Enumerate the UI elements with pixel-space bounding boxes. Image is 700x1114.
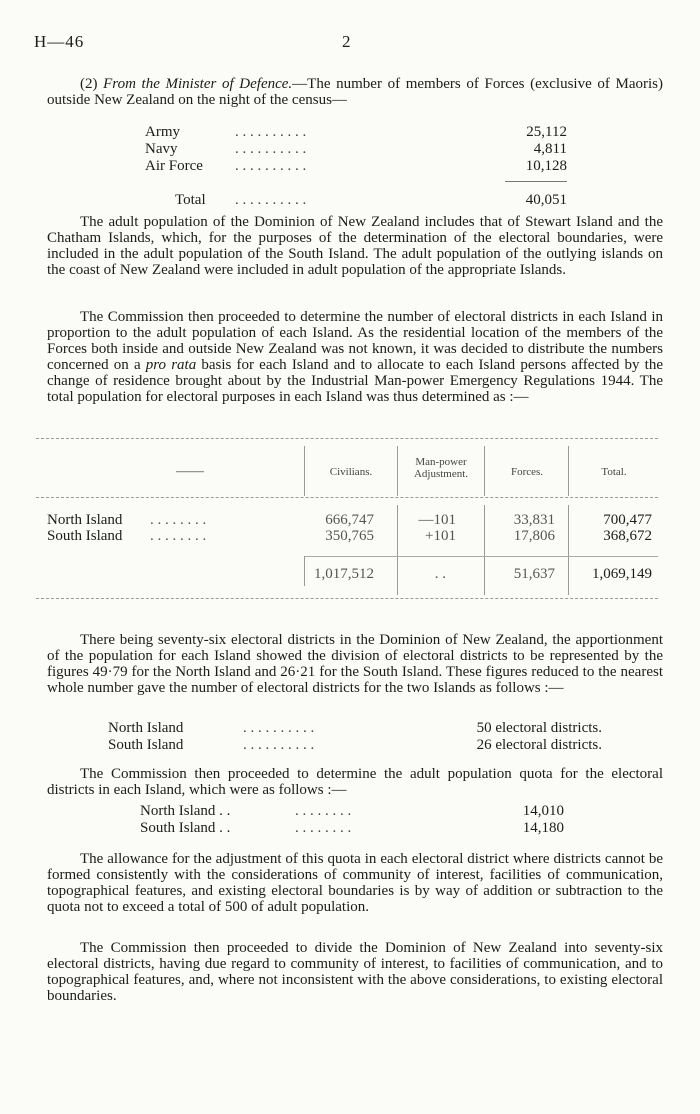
leader-dots: . . . . . . . . [150,512,207,528]
column-divider [484,505,485,595]
list-label: North Island . . [140,803,231,819]
paragraph-text: —The number of members of Forces (exclusive of Maoris) outside New Zealand on the night of the census— [47,76,663,108]
source-title: From the Minister of Defence. [103,76,293,92]
cell-civilians: 350,765 [325,528,374,544]
paragraph-defence [47,76,663,108]
column-divider [397,505,398,595]
leader-dots: . . . . . . . . . . [235,124,307,140]
header-forces: Forces. [510,466,544,478]
text-span: basis for each Island and to allocate to each Island persons affected by the change of residence brought about by the Industrial Man-power Emergency Regulations 1944. The total population for electoral purposes in each Island was thus determined as :— [47,357,663,405]
paragraph-allowance: The allowance for the adjustment of this quota in each electoral district where districts cannot be formed consistently with the considerations of community of interest, facilities of communication, topographical features, and existing electoral boundaries is by way of addition or subtraction to the quota not to exceed a total of 500 of adult population. [47,851,663,915]
leader-dots: . . . . . . . . . . [235,141,307,157]
list-value: 10,128 [525,158,567,174]
row-label: North Island [47,512,123,528]
total-total: 1,069,149 [592,566,652,582]
sum-rule [505,181,567,182]
cell-total: 700,477 [603,512,652,528]
table-top-rule [36,438,658,439]
leader-dots: . . . . . . . . . . [235,192,307,208]
page-number: 2 [342,32,351,51]
list-label: South Island . . [140,820,231,836]
table-bottom-rule [36,598,658,599]
header-blank: —— [176,464,204,479]
totals-rule [304,556,658,557]
list-label: Air Force [145,158,203,174]
column-divider [568,446,569,496]
total-forces: 51,637 [513,566,555,582]
paragraph-districts: There being seventy-six electoral districts in the Dominion of New Zealand, the apportionment of the population for each Island showed the division of electoral districts to be represented by the figures 49·79 for the North Island and 26·21 for the South Island. These figures reduced to the nearest whole number gave the number of electoral districts for the two Islands as follows :— [47,632,663,696]
total-civilians: 1,017,512 [314,566,374,582]
list-total [145,192,567,208]
cell-forces: 17,806 [513,528,555,544]
list-value: 25,112 [526,124,567,140]
document-reference: H—46 [34,32,85,51]
column-divider [484,446,485,496]
list-label: South Island [108,737,184,753]
list-value: 14,180 [522,820,564,836]
paragraph-divide: The Commission then proceeded to divide the Dominion of New Zealand into seventy-six electoral districts, having due regard to community of interest, to facilities of communication, and to topographical features, and, where not inconsistent with the above considerations, to existing electoral boundaries. [47,940,663,1004]
cell-total: 368,672 [603,528,652,544]
list-item [145,141,567,157]
paragraph-commission-determination [47,309,663,405]
header-civilians: Civilians. [329,466,373,478]
column-divider [304,446,305,496]
list-label: Total [175,192,206,208]
leader-dots: . . . . . . . . . . [243,737,315,753]
column-divider [568,505,569,595]
list-item [145,124,567,140]
list-label: North Island [108,720,184,736]
header-total: Total. [601,466,627,478]
list-value: 4,811 [533,141,567,157]
cell-civilians: 666,747 [325,512,374,528]
paragraph-number: (2) [80,76,104,92]
list-label: Army [145,124,180,140]
list-item [140,803,564,819]
leader-dots: . . . . . . . . . . [243,720,315,736]
list-value: 50 electoral districts. [476,720,602,736]
list-item [140,820,564,836]
leader-dots: . . . . . . . . [295,803,352,819]
leader-dots: . . . . . . . . . . [235,158,307,174]
text-span: The Commission then proceeded to determine the number of electoral districts in each Island in proportion to the adult population of each Island. As the residential location of the members of the Forces both inside and outside New Zealand was not known, it was decided to distribute the numbers concerned on a [47,309,663,373]
header-rule [36,497,658,498]
row-label: South Island [47,528,123,544]
paragraph-quota: The Commission then proceeded to determine the adult population quota for the electoral districts in each Island, which were as follows :— [47,766,663,798]
list-value: 40,051 [525,192,567,208]
leader-dots: . . . . . . . . [150,528,207,544]
leader-dots: . . . . . . . . [295,820,352,836]
header-manpower-1: Man-power [415,456,467,468]
list-item [108,737,602,753]
list-item [145,158,567,174]
column-divider [397,446,398,496]
header-manpower-2: Adjustment. [413,468,469,480]
cell-manpower: —101 [418,512,456,528]
list-value: 26 electoral districts. [476,737,602,753]
list-label: Navy [145,141,178,157]
column-divider [304,556,305,586]
list-item [108,720,602,736]
cell-manpower: +101 [425,528,456,544]
total-manpower: . . [434,566,446,582]
italic-term: pro rata [145,357,197,373]
list-value: 14,010 [522,803,564,819]
cell-forces: 33,831 [513,512,555,528]
paragraph-adult-population: The adult population of the Dominion of New Zealand includes that of Stewart Island and the Chatham Islands, which, for the purposes of the determination of the electoral boundaries, were included in the adult population of the South Island. The adult population of the outlying islands on the coast of New Zealand were included in adult population of the appropriate Islands. [47,214,663,278]
